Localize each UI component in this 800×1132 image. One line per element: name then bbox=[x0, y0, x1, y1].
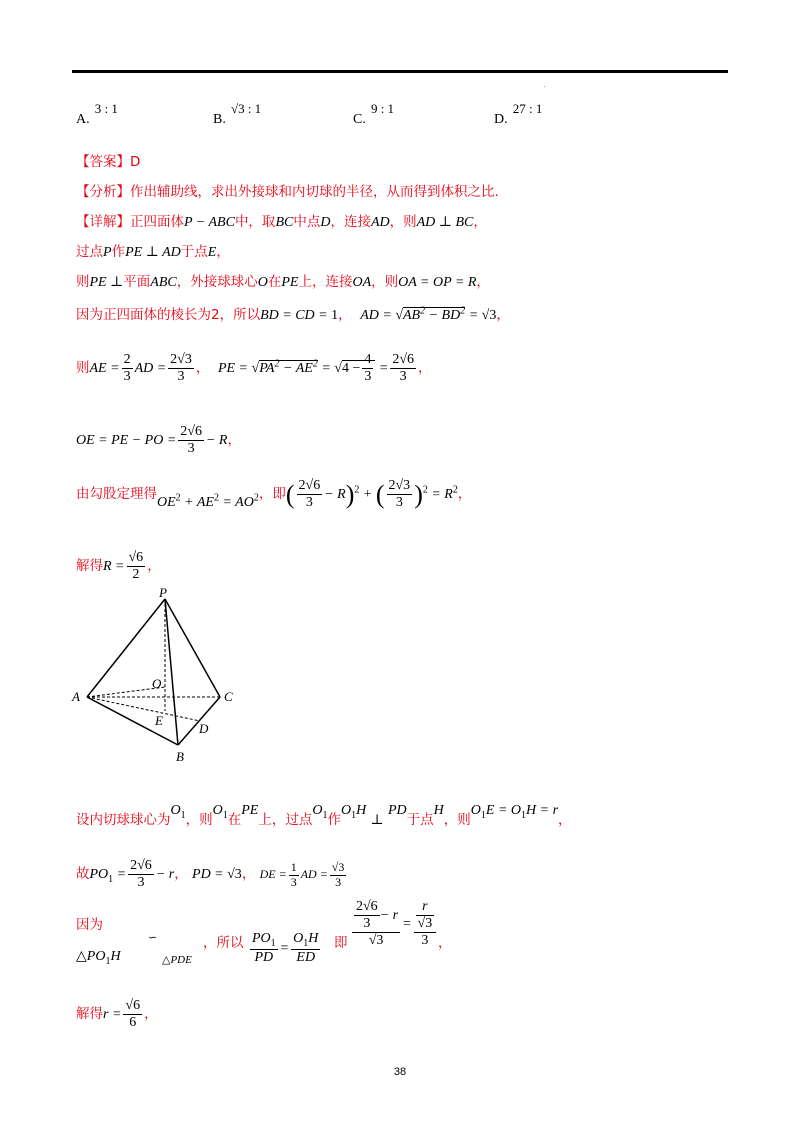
option-b-letter: B. bbox=[213, 112, 226, 127]
detail-text: 则 bbox=[76, 359, 90, 376]
label-A: A bbox=[72, 689, 80, 704]
option-d-letter: D. bbox=[494, 112, 508, 127]
option-b bbox=[213, 101, 262, 128]
option-a-value: 3 : 1 bbox=[94, 101, 118, 116]
detail-text: ，则 bbox=[371, 274, 399, 290]
detail-line-3: 则PE ⊥平面ABC，外接球球心O在PE上，连接OA，则OA = OP = R， bbox=[76, 274, 490, 290]
label-E: E bbox=[155, 713, 163, 728]
option-d bbox=[494, 101, 543, 128]
detail-text: ，即 bbox=[258, 485, 286, 502]
tetrahedron-figure bbox=[60, 585, 260, 770]
detail-text: ， bbox=[418, 359, 432, 376]
label-O: O bbox=[152, 676, 162, 691]
detail-text: ，连接 bbox=[330, 214, 371, 230]
detail-text: 上，连接 bbox=[298, 274, 353, 290]
inner-line-2: 故$PO_1$ = $\frac{2√6}{3}$ − r， PD = √3， DE = $\frac{1}{3}$ AD = $\frac{√3}{3}$ bbox=[76, 858, 345, 891]
detail-text: 过点 bbox=[76, 244, 103, 260]
header-rule bbox=[72, 70, 728, 73]
analysis-line: 【分析】作出辅助线，求出外接球和内切球的半径，从而得到体积之比. bbox=[76, 184, 499, 200]
label-P: P bbox=[159, 585, 167, 600]
detail-text: 作 bbox=[327, 812, 341, 828]
detail-text: 作 bbox=[111, 244, 126, 260]
option-c bbox=[353, 101, 395, 128]
detail-text: ， bbox=[227, 431, 241, 448]
detail-text: ， bbox=[338, 307, 352, 323]
detail-line-6: OE = PE − PO = $\frac{2√6}{3}$ − R， bbox=[76, 424, 241, 457]
detail-line-5: 则AE = $\frac{2}{3}$ AD = $\frac{2√3}{3}$ ， PE = $√PA^2 - AE^2 = √4$ − $\frac{4}{3}$ = $\frac{2√6}{3}$ ， bbox=[76, 352, 432, 385]
detail-text: 在 bbox=[227, 812, 242, 828]
detail-text: 【详解】正四面体 bbox=[76, 214, 184, 230]
option-a-letter: A. bbox=[76, 112, 90, 127]
detail-text: ， bbox=[195, 359, 210, 376]
option-b-value: √3 : 1 bbox=[230, 101, 262, 116]
detail-text: 上，过点 bbox=[258, 812, 313, 828]
detail-text: 在 bbox=[267, 274, 282, 290]
option-d-value: 27 : 1 bbox=[512, 101, 543, 116]
detail-text: 因为 bbox=[76, 917, 103, 933]
detail-text: ， bbox=[473, 214, 487, 230]
page-number: 38 bbox=[393, 1066, 407, 1078]
detail-text: ， bbox=[476, 274, 490, 290]
detail-text: 故 bbox=[76, 865, 90, 882]
detail-text: 于点 bbox=[406, 812, 434, 828]
detail-text: 解得 bbox=[76, 1005, 103, 1022]
option-c-value: 9 : 1 bbox=[370, 101, 395, 116]
detail-text: ， bbox=[216, 244, 230, 260]
inner-line-4: 解得r = $\frac{√6}{6}$ ， bbox=[76, 998, 158, 1031]
detail-text: ，则 bbox=[443, 812, 471, 828]
detail-text: 由勾股定理得 bbox=[76, 485, 157, 502]
detail-text: ， bbox=[144, 1005, 158, 1022]
detail-line-4: 因为正四面体的棱长为2，所以BD = CD = 1， AD = $√AB^2 - BD^2 = √3$， bbox=[76, 305, 510, 323]
detail-text: 解得 bbox=[76, 557, 103, 574]
detail-text: 中点 bbox=[293, 214, 321, 230]
label-D: D bbox=[199, 721, 209, 736]
detail-text: 平面 bbox=[123, 274, 151, 290]
option-c-letter: C. bbox=[353, 112, 366, 127]
detail-text: ， bbox=[558, 812, 572, 828]
detail-line-2: 过点P作PE ⊥ AD于点E， bbox=[76, 244, 230, 260]
detail-text: ，则 bbox=[185, 812, 213, 828]
option-a bbox=[76, 101, 118, 128]
detail-line-8: 解得R = $\frac{√6}{2}$ ， bbox=[76, 550, 161, 583]
detail-text: 即 bbox=[334, 935, 348, 951]
detail-line-1: 【详解】正四面体P − ABC中，取BC中点D，连接AD，则AD ⊥ BC， bbox=[76, 214, 487, 230]
detail-text: ， bbox=[457, 485, 472, 502]
detail-text: ，所以 bbox=[203, 935, 244, 951]
header-dot: . bbox=[543, 80, 546, 89]
detail-text: ， bbox=[174, 865, 188, 882]
detail-text: 中，取 bbox=[234, 214, 276, 230]
detail-text: 于点 bbox=[180, 244, 208, 260]
detail-text: 因为正四面体的棱长为2，所以 bbox=[76, 307, 261, 323]
inner-line-3: 因为 $\triangle PO_1H$ ∽ △PDE ，所以 $\frac{PO_1}{PD}$ = $\frac{O_1H}{ED}$ 即 $\frac{2√6}{3}$ − r √3 = $\frac{\frac{r}{√3}}{3}$ ， bbox=[76, 899, 452, 967]
label-B: B bbox=[176, 749, 184, 764]
detail-line-7: 由勾股定理得$OE^2 + AE^2 = AO^2$，即( $\frac{2√6}{3}$ − R)$^2$ + ( $\frac{2√3}{3}$ )$^2 = R^2$， bbox=[76, 478, 472, 511]
detail-text: ， bbox=[147, 557, 161, 574]
label-C: C bbox=[224, 689, 233, 704]
inner-line-1: 设内切球球心为$O_1$，则$O_1$在PE上，过点$O_1$作$O_1H$ ⊥ PD于点H，则$O_1E = O_1H = r$， bbox=[76, 803, 572, 828]
detail-text: ， bbox=[438, 935, 452, 951]
answer-line: 【答案】D bbox=[76, 154, 141, 170]
detail-text: 设内切球球心为 bbox=[76, 812, 171, 828]
detail-text: ，外接球球心 bbox=[176, 274, 258, 290]
detail-text: 则 bbox=[76, 274, 90, 290]
detail-text: ，则 bbox=[389, 214, 417, 230]
detail-text: ， bbox=[496, 307, 510, 323]
